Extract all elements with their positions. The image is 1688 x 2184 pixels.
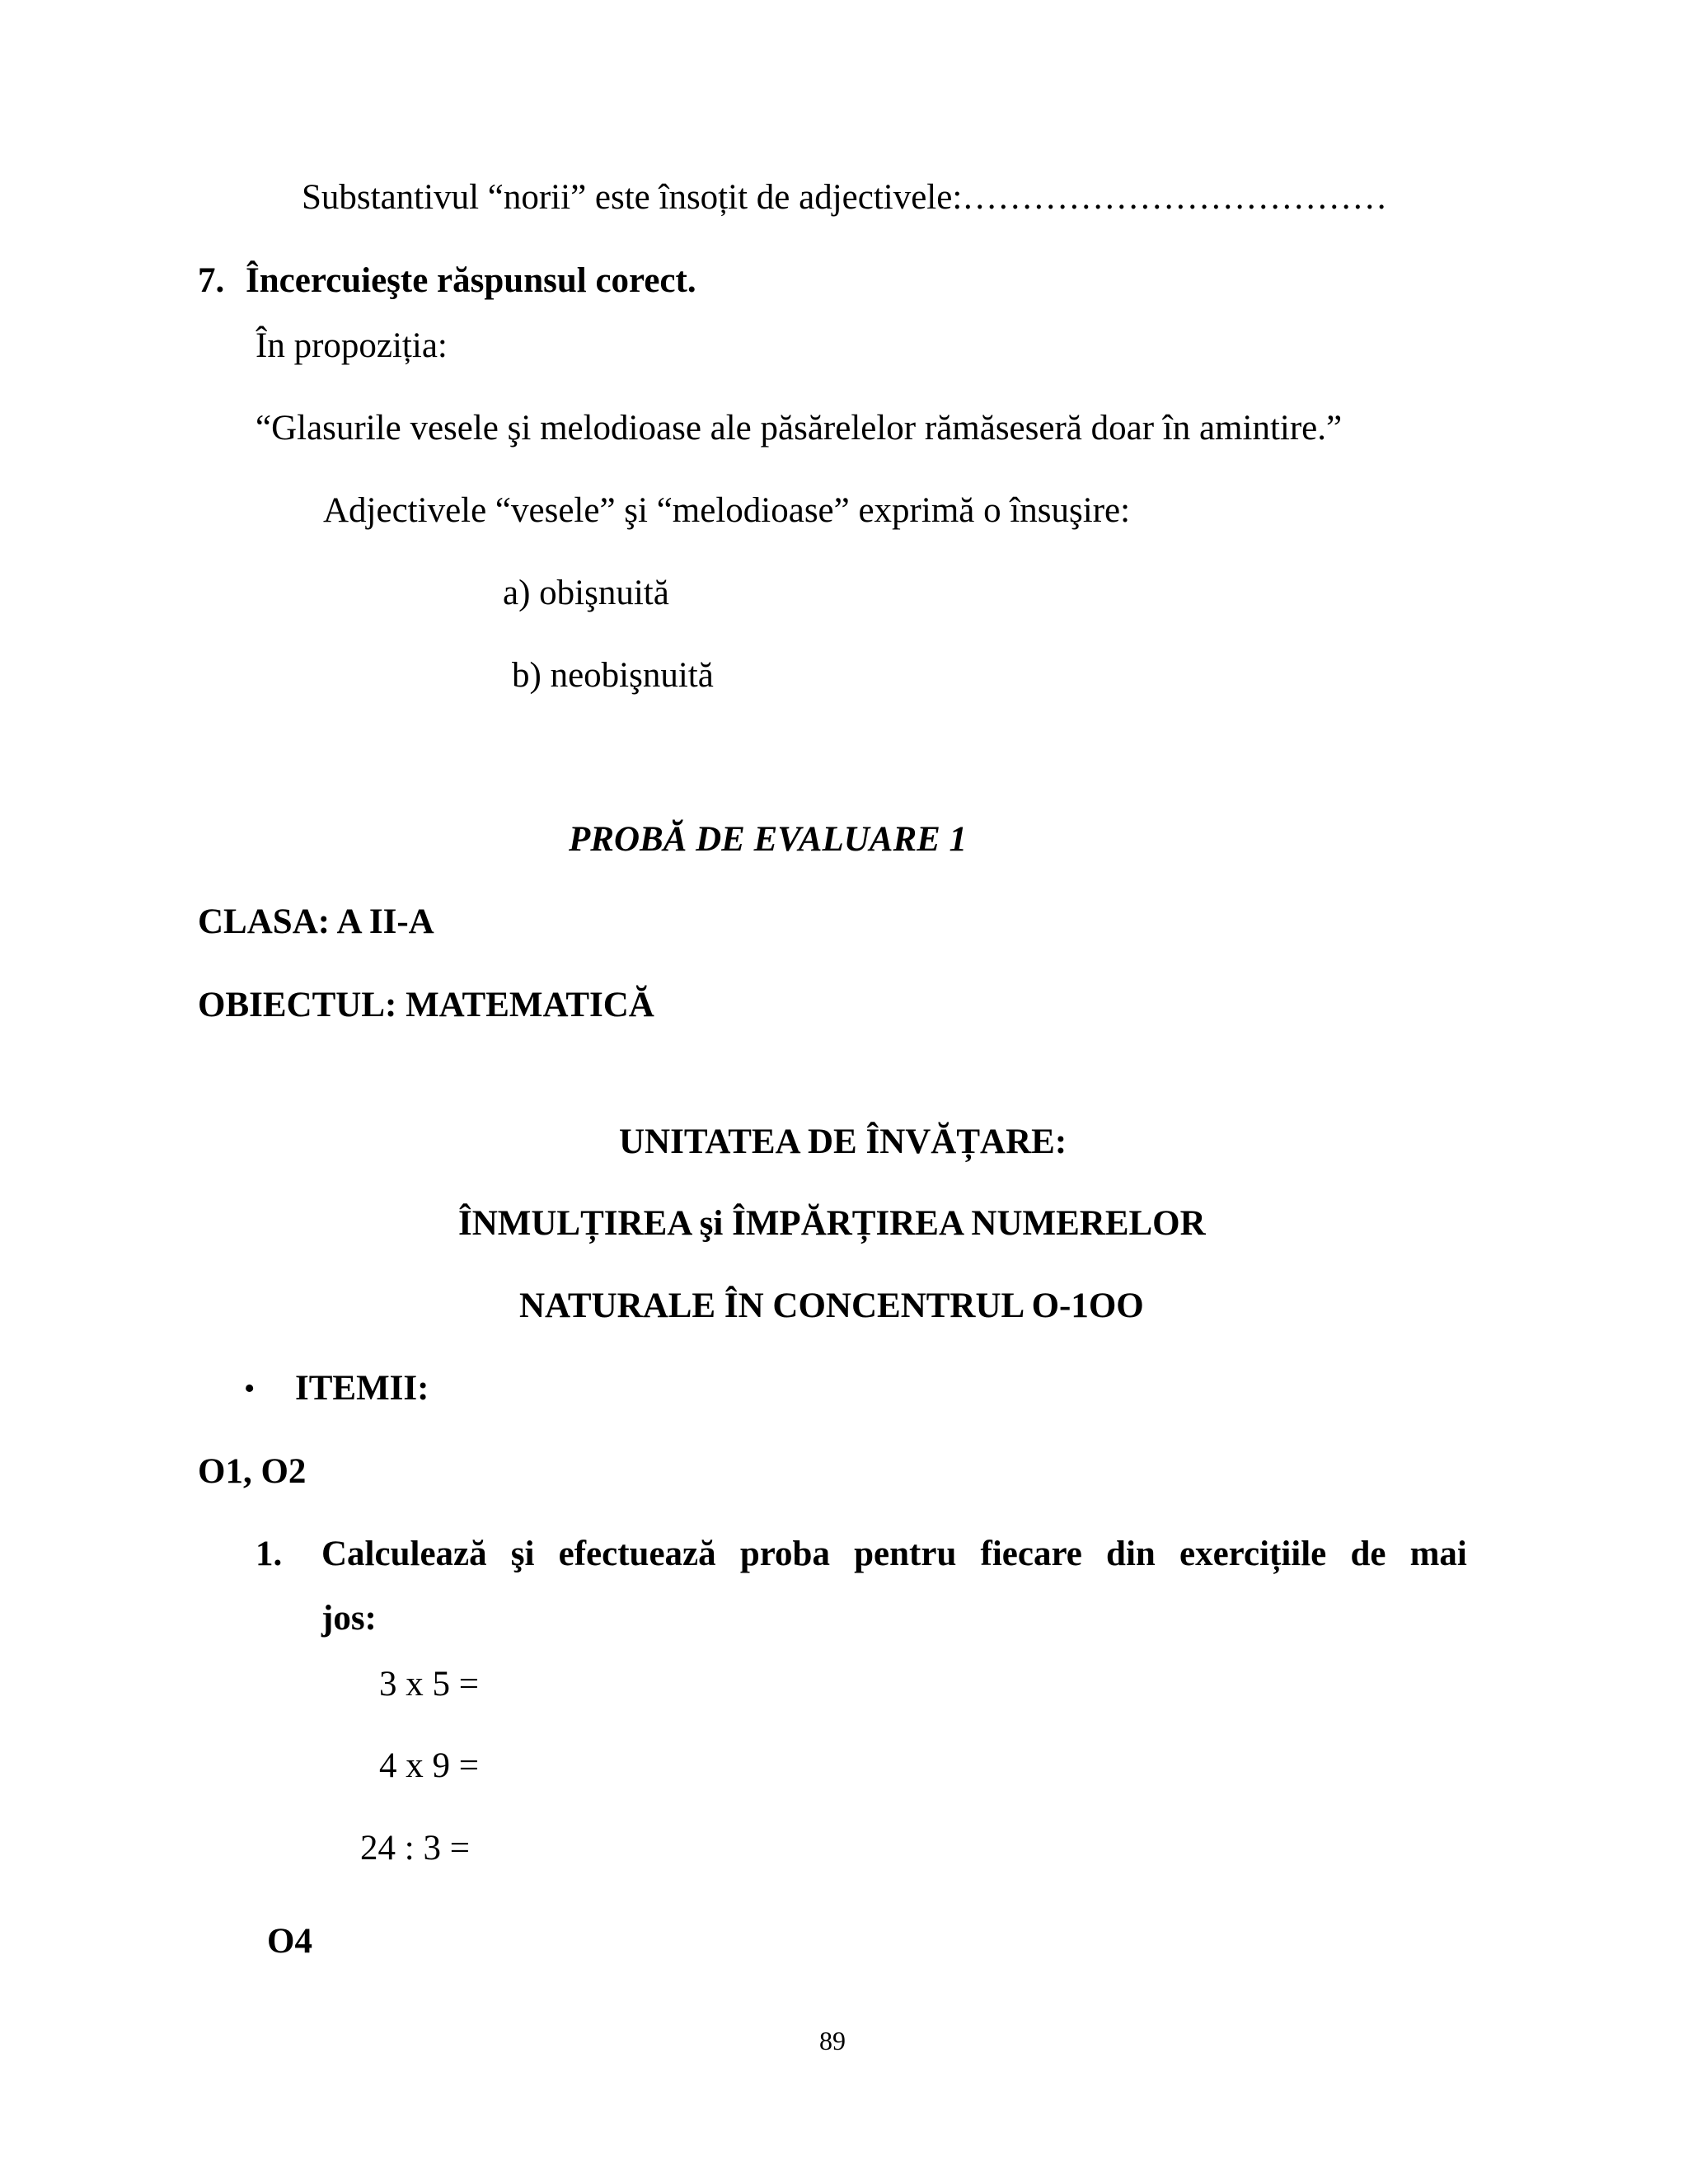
subject-line: OBIECTUL: MATEMATICĂ [198, 986, 654, 1024]
task-1-word: fiecare [980, 1535, 1082, 1573]
task-1-word: exercițiile [1179, 1535, 1327, 1573]
exercise-7-instruction: Încercuieşte răspunsul corect. [246, 261, 696, 300]
option-a: a) obişnuită [503, 574, 669, 612]
task-1-text-line-1 [321, 1536, 1467, 1572]
exercise-7-intro: În propoziția: [256, 326, 448, 365]
objectives-o4: O4 [267, 1922, 312, 1961]
task-1-text-line-2: jos: [321, 1599, 377, 1638]
unit-title-line-1: ÎNMULȚIREA şi ÎMPĂRȚIREA NUMERELOR [458, 1204, 1206, 1243]
task-1-word: şi [510, 1535, 535, 1573]
evaluation-title: PROBĂ DE EVALUARE 1 [569, 820, 968, 859]
exercise-item: 4 x 9 = [379, 1746, 480, 1785]
exercise-item: 3 x 5 = [379, 1665, 480, 1704]
option-b: b) neobişnuită [512, 656, 714, 695]
unit-title-line-2: NATURALE ÎN CONCENTRUL O-1OO [519, 1286, 1144, 1325]
task-1-word: din [1106, 1535, 1156, 1573]
task-1-word: pentru [854, 1535, 957, 1573]
class-line: CLASA: A II-A [198, 902, 434, 941]
objectives-o1-o2: O1, O2 [198, 1452, 307, 1491]
exercise-7-number: 7. [198, 261, 225, 300]
task-1-word: de [1350, 1535, 1386, 1573]
task-1-word: proba [739, 1535, 830, 1573]
unit-heading: UNITATEA DE ÎNVĂȚARE: [619, 1122, 1067, 1161]
task-1-word: Calculează [321, 1535, 487, 1573]
exercise-7-sentence: “Glasurile vesele şi melodioase ale păsărelelor rămăseseră doar în amintire.” [256, 409, 1343, 448]
page-number: 89 [819, 2026, 846, 2055]
task-1-word: efectuează [558, 1535, 716, 1573]
exercise-7-question: Adjectivele “vesele” şi “melodioase” exprimă o însuşire: [323, 491, 1131, 530]
items-label: ITEMII: [295, 1369, 429, 1408]
exercise-item: 24 : 3 = [360, 1829, 470, 1868]
adjective-prompt: Substantivul “norii” este însoțit de adjectivele:……………………………… [302, 178, 1388, 217]
task-1-word: mai [1409, 1535, 1467, 1573]
task-1-number: 1. [256, 1535, 283, 1573]
bullet-icon: • [244, 1371, 256, 1406]
